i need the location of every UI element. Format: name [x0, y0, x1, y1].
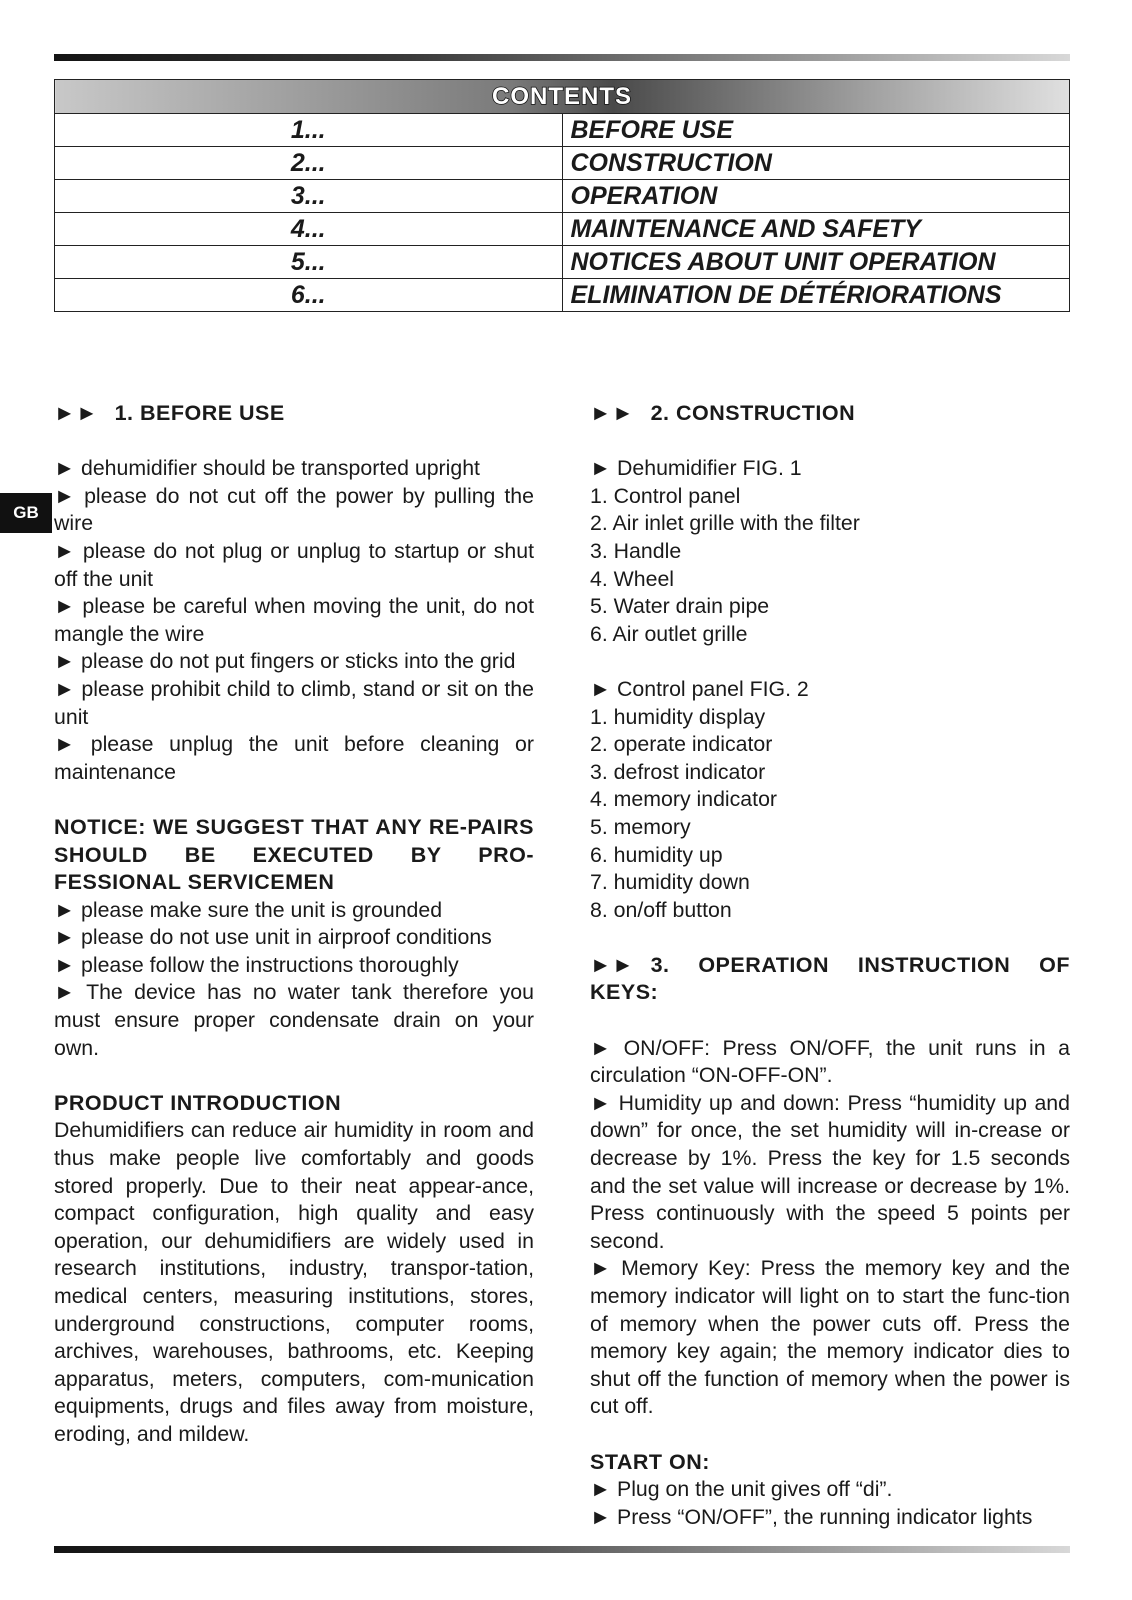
contents-table	[54, 79, 1070, 312]
list-item: ► please prohibit child to climb, stand or sit on the unit	[54, 676, 534, 729]
product-intro-text: Dehumidifiers can reduce air humidity in room and thus make people live comfortably and goods stored properly. Due to their neat appear-ance, compact configuration, high quality and easy operation, our dehumidifiers are widely used in research institutions, industry, transpor-tation, medical centers, measuring institutions, stores, underground constructions, computer rooms, archives, warehouses, bathrooms, etc. Keeping apparatus, meters, computers, com-munication equipments, drugs and files away from moisture, eroding, and mildew.	[54, 1118, 534, 1446]
list-item: 6. Air outlet grille	[590, 621, 748, 646]
list-item: 1. humidity display	[590, 704, 766, 729]
list-item: ► Plug on the unit gives off “di”.	[590, 1477, 893, 1502]
bottom-rule	[54, 1546, 1070, 1553]
double-arrow-icon: ►►	[54, 401, 99, 425]
product-intro-heading: PRODUCT INTRODUCTION	[54, 1090, 342, 1115]
right-column	[590, 400, 1070, 1531]
section-title: 2. CONSTRUCTION	[650, 401, 856, 425]
list-item: ► please do not put fingers or sticks into the grid	[54, 649, 516, 674]
contents-row[interactable]	[55, 180, 1070, 213]
key-instruction: ► Memory Key: Press the memory key and the memory indicator will light on to start the func-tion of memory when the power cuts off. Press the memory key again; the memory indicator dies to shut off the function of memory when the power is cut off.	[590, 1256, 1070, 1419]
list-item: 5. memory	[590, 814, 691, 839]
list-item: ► please be careful when moving the unit, do not mangle the wire	[54, 594, 534, 646]
key-instruction: ► ON/OFF: Press ON/OFF, the unit runs in a circulation “ON-OFF-ON”.	[590, 1035, 1070, 1088]
list-item: ► Press “ON/OFF”, the running indicator lights	[590, 1504, 1033, 1529]
list-item: 5. Water drain pipe	[590, 594, 770, 619]
double-arrow-icon: ►►	[590, 401, 635, 425]
list-item: 4. memory indicator	[590, 787, 778, 812]
section-heading-before-use	[54, 400, 534, 428]
contents-row[interactable]	[55, 147, 1070, 180]
contents-title: CONTENTS	[55, 80, 1070, 114]
section-title: 1. BEFORE USE	[114, 401, 285, 425]
list-item: ► please follow the instructions thoroughly	[54, 952, 459, 977]
left-column	[54, 400, 534, 1449]
contents-row[interactable]	[55, 279, 1070, 312]
key-instruction: ► Humidity up and down: Press “humidity up and down” for once, the set humidity will in-crease or decrease by 1%. Press the key for 1.5 seconds and the set value will increase or decrease by 1%. Press continuously with the speed 5 points per second.	[590, 1090, 1070, 1253]
list-item: 8. on/off button	[590, 897, 732, 922]
list-item: 4. Wheel	[590, 566, 675, 591]
list-item: ► please unplug the unit before cleaning or maintenance	[54, 732, 534, 784]
list-item: ► The device has no water tank therefore you must ensure proper condensate drain on your own.	[54, 980, 534, 1060]
list-item: 3. Handle	[590, 538, 682, 563]
list-item: 2. operate indicator	[590, 732, 773, 757]
list-item: ► please do not plug or unplug to startup or shut off the unit	[54, 538, 534, 591]
fig1-title: ► Dehumidifier FIG. 1	[590, 456, 802, 481]
list-item: ► please make sure the unit is grounded	[54, 897, 443, 922]
section-heading-operation	[590, 952, 1070, 1007]
list-item: 7. humidity down	[590, 870, 750, 895]
list-item: ► dehumidifier should be transported upright	[54, 456, 480, 481]
top-rule	[54, 54, 1070, 61]
contents-entry[interactable]: ELIMINATION DE DÉTÉRIORATIONS	[562, 279, 1070, 312]
list-item: 3. defrost indicator	[590, 759, 766, 784]
contents-entry[interactable]: CONSTRUCTION	[562, 147, 1070, 180]
list-item: 2. Air inlet grille with the filter	[590, 511, 860, 536]
double-arrow-icon: ►►	[590, 952, 635, 977]
contents-entry[interactable]: OPERATION	[562, 180, 1070, 213]
list-item: 1. Control panel	[590, 483, 741, 508]
contents-row[interactable]	[55, 213, 1070, 246]
language-tab: GB	[0, 493, 52, 533]
contents-number: 4...	[55, 213, 563, 246]
list-item: 6. humidity up	[590, 842, 723, 867]
fig2-title: ► Control panel FIG. 2	[590, 676, 809, 701]
contents-row[interactable]	[55, 114, 1070, 147]
contents-entry[interactable]: MAINTENANCE AND SAFETY	[562, 213, 1070, 246]
contents-number: 3...	[55, 180, 563, 213]
list-item: ► please do not cut off the power by pulling the wire	[54, 483, 534, 536]
contents-number: 5...	[55, 246, 563, 279]
list-item: ► please do not use unit in airproof conditions	[54, 925, 492, 950]
notice-heading: NOTICE: WE SUGGEST THAT ANY RE-PAIRS SHOULD BE EXECUTED BY PRO-FESSIONAL SERVICEMEN	[54, 814, 534, 895]
section-heading-construction	[590, 400, 1070, 428]
contents-entry[interactable]: BEFORE USE	[562, 114, 1070, 147]
section-title: 3. OPERATION INSTRUCTION OF KEYS:	[590, 952, 1070, 1005]
contents-number: 2...	[55, 147, 563, 180]
contents-row[interactable]	[55, 246, 1070, 279]
contents-number: 1...	[55, 114, 563, 147]
contents-number: 6...	[55, 279, 563, 312]
start-on-heading: START ON:	[590, 1449, 710, 1474]
contents-entry[interactable]: NOTICES ABOUT UNIT OPERATION	[562, 246, 1070, 279]
